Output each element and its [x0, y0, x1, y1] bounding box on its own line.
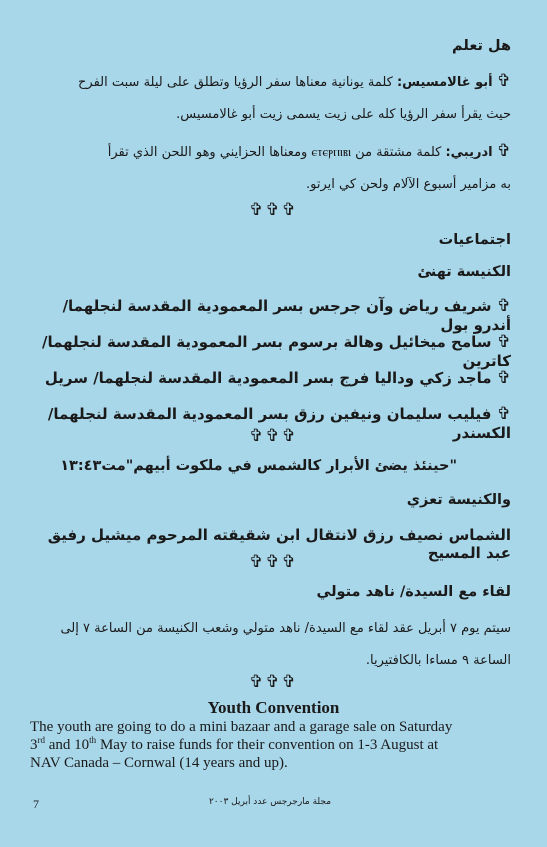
separator-crosses: ✞✞✞: [249, 672, 298, 692]
congrats-text-2: سامح ميخائيل وهالة برسوم بسر المعمودية المقدسة لنجلهما/ كاترين: [41, 333, 511, 370]
cross-icon: ✞: [496, 71, 511, 91]
cross-icon: ✞: [496, 368, 511, 388]
condolence-text: الشماس نصيف رزق لانتقال ابن شقيقته المرحوم ميشيل رفيق عبد المسيح: [47, 526, 511, 562]
separator-crosses: ✞✞✞: [249, 426, 298, 446]
congrats-item-1: [30, 296, 511, 334]
congrats-text-1: شريف رياض وآن جرجس بسر المعمودية المقدسة لنجلهما/أندرو بول: [62, 297, 511, 334]
meeting-line2: الساعة ٩ مساءا بالكافتيريا.: [365, 653, 511, 668]
youth-sup-th: th: [89, 735, 97, 745]
cross-icon: ✞: [496, 141, 511, 161]
cross-icon: ✞: [496, 332, 511, 352]
did-you-know-item-2: [30, 142, 511, 162]
did-you-know-heading: هل تعلم: [452, 38, 511, 54]
item1-term: أبو غالامسيس:: [396, 75, 493, 90]
youth-line3: NAV Canada – Cornwal (14 years and up).: [30, 755, 288, 771]
item1-line2: حيث يقرأ سفر الرؤيا كله على زيت يسمى زيت أبو غالامسيس.: [176, 107, 511, 122]
youth-line1: The youth are going to do a mini bazaar and a garage sale on Saturday: [30, 719, 453, 735]
congrats-text-3: ماجد زكي وداليا فرج بسر المعمودية المقدسة لنجلهما/ سريل: [44, 369, 492, 387]
youth-paragraph: [30, 718, 517, 772]
youth-date-3: 3: [30, 737, 38, 753]
social-heading: اجتماعيات: [438, 232, 511, 248]
did-you-know-item-1: [30, 72, 511, 92]
youth-title: Youth Convention: [207, 698, 340, 717]
item1-line1: كلمة يونانية معناها سفر الرؤيا وتطلق على ليلة سبت الفرح: [78, 75, 393, 90]
separator-crosses: ✞✞✞: [249, 552, 298, 572]
meeting-heading: لقاء مع السيدة/ ناهد متولي: [316, 584, 511, 600]
congrats-heading: الكنيسة تهنئ: [417, 264, 511, 280]
item2-line1: كلمة مشتقة من ⲉⲧⲉⲣⲡⲓⲃⲓ ومعناها الحزايني وهو اللحن الذي تقرأ: [107, 145, 442, 160]
page-number: 7: [33, 797, 39, 811]
verse: "حينئذ يضئ الأبرار كالشمس في ملكوت أبيهم"مت١٣:٤٣: [60, 458, 457, 474]
congrats-text-4: فيليب سليمان ونيفين رزق بسر المعمودية المقدسة لنجلهما/ الكسندر: [47, 405, 511, 442]
item2-term: ادريبي:: [445, 145, 493, 160]
separator-crosses: ✞✞✞: [249, 200, 298, 220]
magazine-footer: مجلة مارجرجس عدد أبريل ٢٠٠٣: [208, 797, 332, 807]
meeting-line1: سيتم يوم ٧ أبريل عقد لقاء مع السيدة/ ناهد متولي وشعب الكنيسة من الساعة ٧ إلى: [60, 621, 511, 636]
cross-icon: ✞: [496, 296, 511, 316]
item2-line2: به مزامير أسبوع الآلام ولحن كي ايرتو.: [306, 177, 511, 192]
youth-line2-rest: May to raise funds for their convention on 1-3 August at: [96, 737, 439, 753]
youth-date-10: and 10: [45, 737, 90, 753]
condolence-heading: والكنيسة تعزي: [406, 492, 511, 508]
youth-line2: [30, 736, 517, 754]
congrats-item-3: [30, 368, 511, 388]
youth-sup-rd: rd: [37, 735, 45, 745]
congrats-item-2: [30, 332, 511, 370]
cross-icon: ✞: [496, 404, 511, 424]
